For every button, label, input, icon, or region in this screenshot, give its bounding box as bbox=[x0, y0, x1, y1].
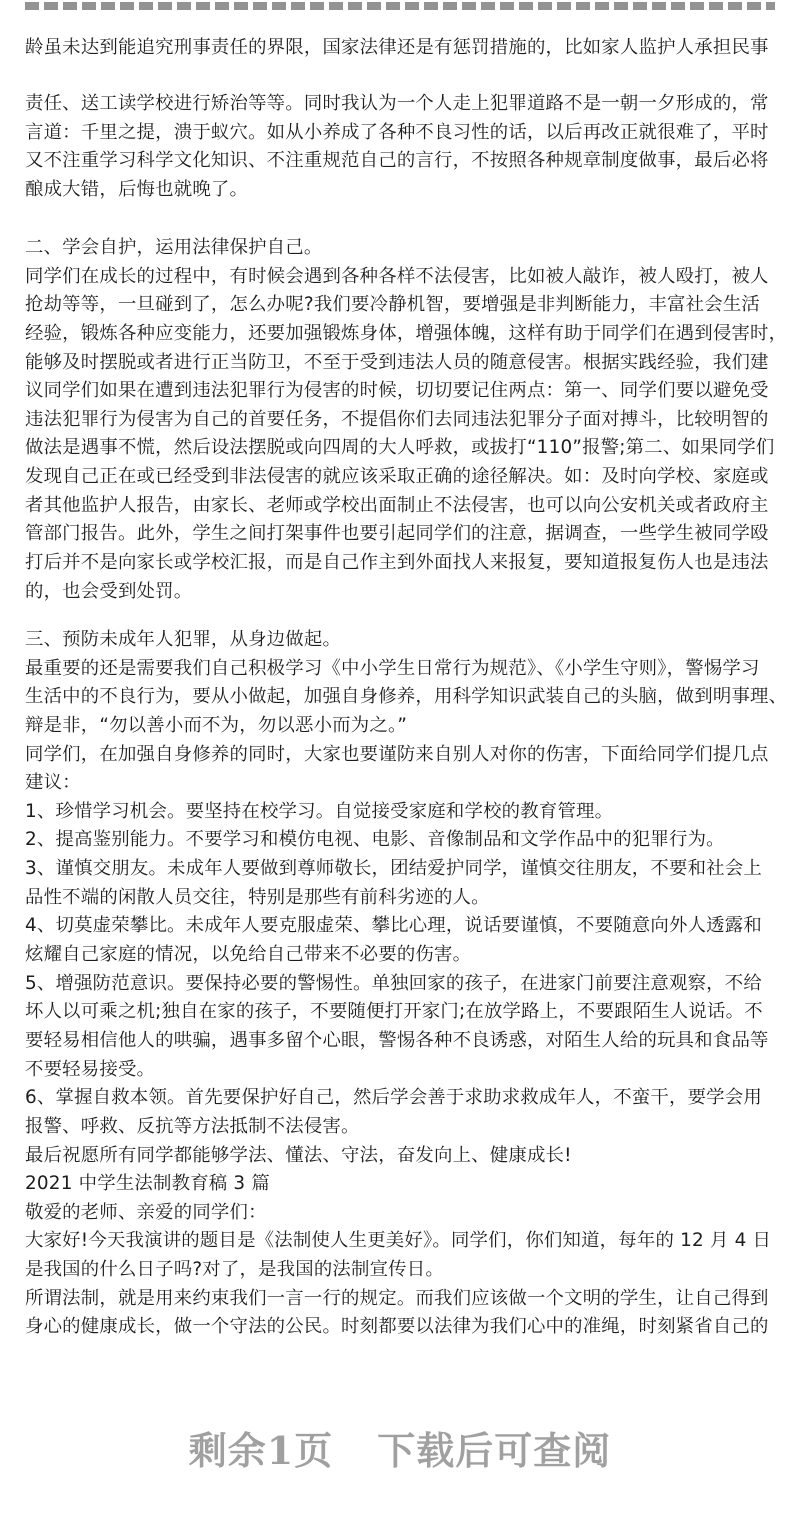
text-line: 敬爱的老师、亲爱的同学们： bbox=[25, 1201, 267, 1223]
text-line: 龄虽未达到能追究刑事责任的界限，国家法律还是有惩罚措施的，比如家人监护人承担民事 bbox=[25, 37, 769, 58]
text-line: 同学们在成长的过程中，有时候会遇到各种各样不法侵害，比如被人敲诈，被人殴打，被人 bbox=[25, 265, 769, 287]
text-line: 酿成大错，后悔也就晚了。 bbox=[25, 178, 249, 200]
text-line: 责任、送工读学校进行矫治等等。同时我认为一个人走上犯罪道路不是一朝一夕形成的，常 bbox=[25, 93, 769, 114]
text-line: 要轻易相信他人的哄骗，遇事多留个心眼，警惕各种不良诱惑，对陌生人给的玩具和食品等 bbox=[25, 1029, 769, 1051]
text-line: 建议： bbox=[25, 772, 81, 794]
text-line: 最后祝愿所有同学都能够学法、懂法、守法，奋发向上、健康成长! bbox=[25, 1144, 572, 1166]
text-line: 坏人以可乘之机;独自在家的孩子，不要随便打开家门;在放学路上，不要跟陌生人说话。不 bbox=[25, 1001, 763, 1023]
text-line: 最重要的还是需要我们自己积极学习《中小学生日常行为规范》、《小学生守则》，警惕学习 bbox=[25, 657, 760, 679]
text-line: 是我国的什么日子吗?对了，是我国的法制宣传日。 bbox=[25, 1259, 444, 1281]
text-line: 的，也会受到处罚。 bbox=[25, 580, 193, 602]
text-line: 5、增强防范意识。要保持必要的警惕性。单独回家的孩子，在进家门前要注意观察，不给 bbox=[25, 972, 762, 994]
text-line: 议同学们如果在遭到违法犯罪行为侵害的时候，切切要记住两点：第一、同学们要以避免受 bbox=[25, 380, 769, 402]
text-line: 同学们，在加强自身修养的同时，大家也要谨防来自别人对你的伤害，下面给同学们提几点 bbox=[25, 743, 769, 765]
remaining-pages-label: 剩余1页 bbox=[188, 1428, 334, 1473]
text-line: 发现自己正在或已经受到非法侵害的就应该采取正确的途径解决。如：及时向学校、家庭或 bbox=[25, 466, 769, 488]
text-line: 6、掌握自救本领。首先要保护好自己，然后学会善于求助求救成年人，不蛮干，要学会用 bbox=[25, 1087, 762, 1109]
text-line: 不要轻易接受。 bbox=[25, 1058, 156, 1080]
text-line: 1、珍惜学习机会。要坚持在校学习。自觉接受家庭和学校的教育管理。 bbox=[25, 800, 614, 822]
text-line: 3、谨慎交朋友。未成年人要做到尊师敬长，团结爱护同学，谨慎交往朋友，不要和社会上 bbox=[25, 858, 762, 880]
text-line: 管部门报告。此外，学生之间打架事件也要引起同学们的注意，据调查，一些学生被同学殴 bbox=[25, 523, 769, 545]
text-line: 身心的健康成长，做一个守法的公民。时刻都要以法律为我们心中的准绳，时刻紧省自己的 bbox=[25, 1316, 769, 1338]
text-line: 炫耀自己家庭的情况，以免给自己带来不必要的伤害。 bbox=[25, 944, 472, 966]
text-line: 2、提高鉴别能力。不要学习和模仿电视、电影、音像制品和文学作品中的犯罪行为。 bbox=[25, 829, 725, 851]
text-line: 4、切莫虚荣攀比。未成年人要克服虚荣、攀比心理，说话要谨慎，不要随意向外人透露和 bbox=[25, 915, 762, 937]
paragraph-block-1 bbox=[25, 90, 785, 205]
text-line: 报警、呼救、反抗等方法抵制不法侵害。 bbox=[25, 1115, 360, 1137]
download-prompt[interactable] bbox=[0, 1420, 800, 1475]
paragraph-block-0 bbox=[25, 34, 785, 63]
text-line: 生活中的不良行为，要从小做起，加强自身修养，用科学知识武装自己的头脑，做到明事理、 bbox=[25, 686, 788, 708]
text-line: 所谓法制，就是用来约束我们一言一行的规定。而我们应该做一个文明的学生，让自己得到 bbox=[25, 1287, 769, 1309]
text-line: 言道：千里之提，溃于蚁穴。如从小养成了各种不良习性的话，以后再改正就很难了，平时 bbox=[25, 121, 769, 143]
text-line: 二、学会自护，运用法律保护自己。 bbox=[25, 237, 323, 258]
text-line: 做法是遇事不慌，然后设法摆脱或向四周的大人呼救，或拔打“110”报警;第二、如果同学们 bbox=[25, 437, 775, 459]
text-line: 辩是非，“勿以善小而不为，勿以恶小而为之。” bbox=[25, 714, 408, 736]
text-line: 大家好!今天我演讲的题目是《法制使人生更美好》。同学们，你们知道，每年的 12 月 4 日 bbox=[25, 1230, 772, 1252]
text-line: 品性不端的闲散人员交往，特别是那些有前科劣迹的人。 bbox=[25, 886, 490, 908]
text-line: 违法犯罪行为侵害为自己的首要任务，不提倡你们去同违法犯罪分子面对搏斗，比较明智的 bbox=[25, 408, 769, 430]
text-line: 三、预防未成年人犯罪，从身边做起。 bbox=[25, 629, 342, 650]
text-line: 能够及时摆脱或者进行正当防卫，不至于受到违法人员的随意侵害。根据实践经验，我们建 bbox=[25, 351, 769, 373]
text-line: 者其他监护人报告，由家长、老师或学校出面制止不法侵害，也可以向公安机关或者政府主 bbox=[25, 494, 769, 516]
cut-off-text-line bbox=[25, 0, 775, 16]
download-to-view-label: 下载后可查阅 bbox=[377, 1428, 612, 1473]
section-two-block bbox=[25, 234, 788, 606]
text-line: 2021 中学生法制教育稿 3 篇 bbox=[25, 1173, 270, 1195]
text-line: 打后并不是向家长或学校汇报，而是自己作主到外面找人来报复，要知道报复伤人也是违法 bbox=[25, 552, 769, 574]
text-line: 抢劫等等，一旦碰到了，怎么办呢?我们要冷静机智，要增强是非判断能力，丰富社会生活 bbox=[25, 294, 760, 316]
text-line: 又不注重学习科学文化知识、不注重规范自己的言行，不按照各种规章制度做事，最后必将 bbox=[25, 150, 769, 172]
section-three-block bbox=[25, 626, 788, 1342]
text-line: 经验，锻炼各种应变能力，还要加强锻炼身体，增强体魄，这样有助于同学们在遇到侵害时， bbox=[25, 322, 788, 344]
